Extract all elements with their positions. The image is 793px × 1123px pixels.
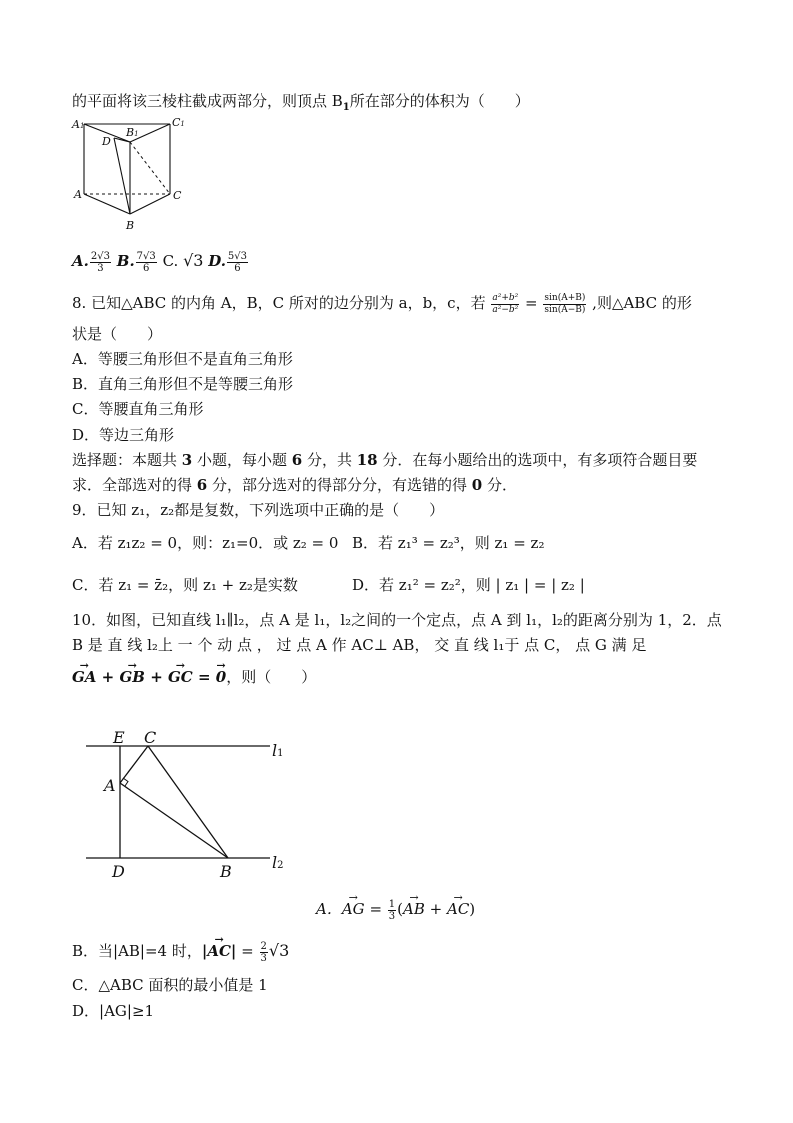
q10-option-b: B．当|AB|=4 时，|→ AC| = $\frac{2}{3}$ √3 (72, 940, 289, 964)
svg-text:l1: l1 (272, 741, 284, 760)
section-instruction-line2: 求．全部选对的得 6 分，部分选对的得部分分，有选错的得 0 分． (72, 476, 517, 494)
q7-options: A. $\frac{2√3}{3}$ B. $\frac{7√3}{6}$ C. √3 D. $\frac{5√3}{6}$ (72, 250, 248, 274)
svg-text:l2: l2 (272, 853, 284, 872)
q10-option-d: D．|AG|≥1 (72, 1002, 155, 1020)
fig7-label-c1: C (172, 116, 181, 129)
fig10-label-e: E (113, 728, 125, 747)
q9-option-c: C．若 z₁ = z̄₂，则 z₁ + z₂是实数 (72, 576, 298, 594)
svg-text:C1: C1 (172, 116, 185, 129)
q10-stem-line2: B 是 直 线 l₂上 一 个 动 点 ， 过 点 A 作 AC⊥ AB， 交 直 线 l₁于 点 C， 点 G 满 足 (72, 636, 647, 654)
fig10-label-a: A (104, 776, 116, 795)
q7-continuation: 的平面将该三棱柱截成两部分，则顶点 $B_1$所在部分的体积为（ ） (72, 92, 530, 113)
fig10-label-d: D (112, 862, 125, 881)
q10-option-a: A．→ AG = $\frac{1}{3}$ (→ AB + → AC) (316, 898, 475, 922)
fig7-label-b1: B (126, 126, 135, 139)
fig10-label-l2: l (272, 853, 278, 872)
q10-option-c: C．△ABC 面积的最小值是 1 (72, 976, 268, 994)
svg-text:A1: A1 (72, 118, 85, 131)
q9-option-a: A．若 z₁z₂ = 0，则：z₁=0．或 z₂ = 0 (72, 534, 339, 552)
fig7-label-a1: A (72, 118, 80, 131)
vector-equation: → GA + → GB + → GC = → 0 (72, 668, 226, 686)
q10-stem-line3: → GA + → GB + → GC = → 0，则（ ） (72, 666, 316, 688)
fig10-label-c: C (144, 728, 157, 747)
fig7-label-c: C (173, 189, 182, 202)
fig10-label-b: B (220, 862, 232, 881)
lines-figure (80, 722, 300, 882)
fig7-label-a: A (74, 188, 82, 201)
q8-option-a: A．等腰三角形但不是直角三角形 (72, 350, 293, 368)
q8-option-b: B．直角三角形但不是等腰三角形 (72, 375, 294, 393)
fig7-label-d: D (102, 135, 111, 148)
q9-option-b: B．若 z₁³ = z₂³，则 z₁ = z₂ (352, 534, 545, 552)
prism-figure (70, 112, 200, 236)
fig10-label-l1: l (272, 741, 278, 760)
q10-stem-line1: 10．如图，已知直线 l₁∥l₂，点 A 是 l₁，l₂之间的一个定点，点 A 到 l₁，l₂的距离分别为 1，2．点 (72, 611, 722, 629)
fig7-label-b: B (126, 219, 135, 232)
svg-text:B1: B1 (126, 126, 139, 139)
q9-stem: 9．已知 z₁，z₂都是复数，下列选项中正确的是（ ） (72, 501, 445, 519)
section-instruction-line1: 选择题：本题共 3 小题，每小题 6 分，共 18 分．在每小题给出的选项中，有多项符合题目要 (72, 451, 698, 469)
q9-option-d: D．若 z₁² = z₂²，则 | z₁ | = | z₂ | (352, 576, 585, 594)
q8-option-c: C．等腰直角三角形 (72, 400, 204, 418)
q8-stem-line2: 状是（ ） (72, 325, 163, 343)
q8-option-d: D．等边三角形 (72, 426, 175, 444)
q8-stem-line1: 8. 已知△ABC 的内角 A，B，C 所对的边分别为 a，b，c，若 $\frac{\text{a²+b²}}{\text{a²−b²}}$ = $\frac{\sin(A+B)}{\sin(A-B)}$ ,则△ABC 的形 (72, 292, 692, 315)
